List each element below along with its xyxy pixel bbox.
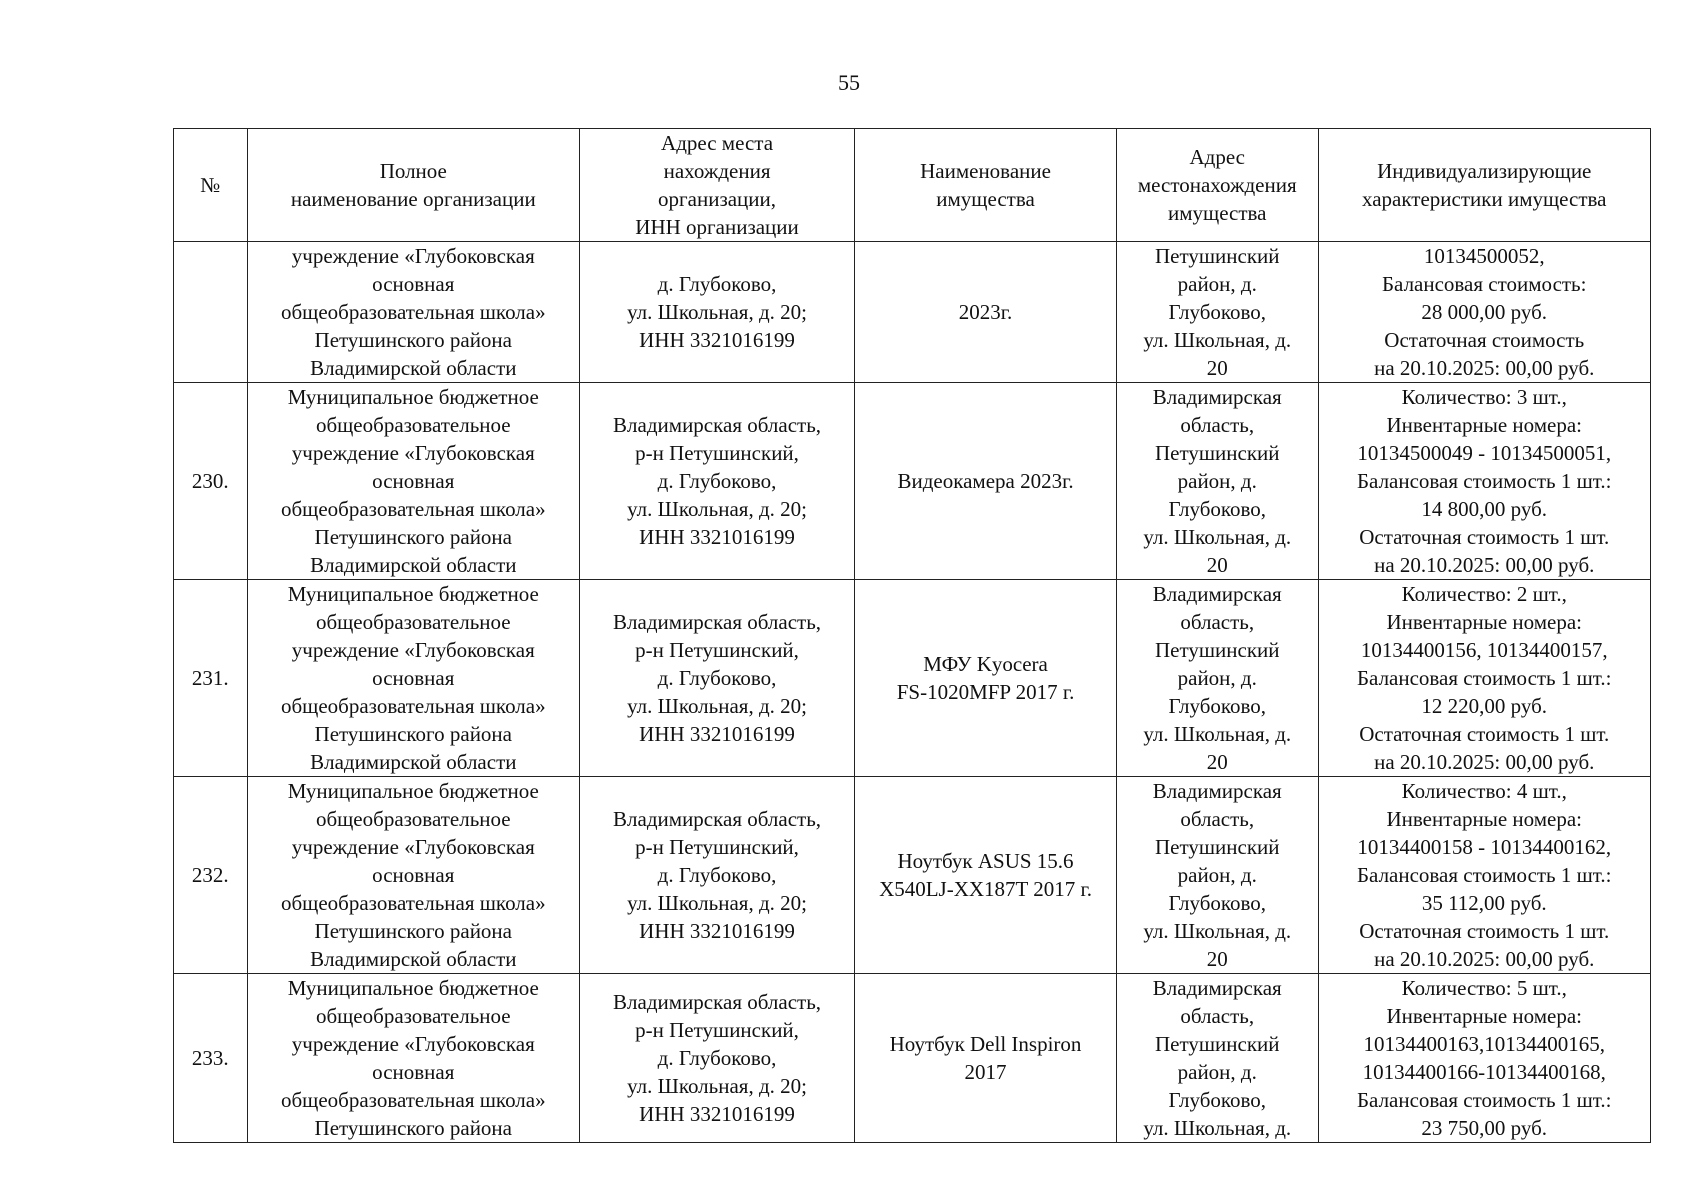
cell-organization-name: учреждение «Глубоковская основная общеобразовательная школа» Петушинского района Владимирской области — [247, 242, 579, 383]
cell-number: 231. — [174, 580, 248, 777]
cell-property-name: МФУ Kyocera FS-1020MFP 2017 г. — [855, 580, 1117, 777]
cell-organization-address: Владимирская область, р-н Петушинский, д. Глубоково, ул. Школьная, д. 20; ИНН 3321016199 — [580, 580, 855, 777]
header-property-characteristics: Индивидуализирующие характеристики имущества — [1318, 129, 1651, 242]
cell-property-characteristics: Количество: 5 шт., Инвентарные номера: 10134400163,10134400165, 10134400166-10134400168, Балансовая стоимость 1 шт.: 23 750,00 руб. — [1318, 974, 1651, 1143]
header-property-address: Адрес местонахождения имущества — [1117, 129, 1319, 242]
header-organization-name: Полное наименование организации — [247, 129, 579, 242]
cell-property-address: Владимирская область, Петушинский район, д. Глубоково, ул. Школьная, д. — [1117, 974, 1319, 1143]
cell-property-name: Ноутбук Dell Inspiron 2017 — [855, 974, 1117, 1143]
table-row — [174, 777, 1651, 974]
property-table — [173, 128, 1651, 1143]
table-row — [174, 974, 1651, 1143]
cell-organization-address: д. Глубоково, ул. Школьная, д. 20; ИНН 3321016199 — [580, 242, 855, 383]
cell-organization-address: Владимирская область, р-н Петушинский, д. Глубоково, ул. Школьная, д. 20; ИНН 3321016199 — [580, 777, 855, 974]
cell-number: 230. — [174, 383, 248, 580]
cell-property-characteristics: 10134500052, Балансовая стоимость: 28 000,00 руб. Остаточная стоимость на 20.10.2025: 00,00 руб. — [1318, 242, 1651, 383]
cell-property-characteristics: Количество: 4 шт., Инвентарные номера: 10134400158 - 10134400162, Балансовая стоимость 1 шт.: 35 112,00 руб. Остаточная стоимость 1 шт. на 20.10.2025: 00,00 руб. — [1318, 777, 1651, 974]
header-property-name: Наименование имущества — [855, 129, 1117, 242]
table-row — [174, 580, 1651, 777]
table-row — [174, 383, 1651, 580]
cell-property-name: Видеокамера 2023г. — [855, 383, 1117, 580]
header-organization-address: Адрес места нахождения организации, ИНН организации — [580, 129, 855, 242]
cell-organization-address: Владимирская область, р-н Петушинский, д. Глубоково, ул. Школьная, д. 20; ИНН 3321016199 — [580, 383, 855, 580]
table-row — [174, 242, 1651, 383]
page-number: 55 — [838, 70, 860, 95]
cell-property-characteristics: Количество: 2 шт., Инвентарные номера: 10134400156, 10134400157, Балансовая стоимость 1 шт.: 12 220,00 руб. Остаточная стоимость 1 шт. на 20.10.2025: 00,00 руб. — [1318, 580, 1651, 777]
cell-property-characteristics: Количество: 3 шт., Инвентарные номера: 10134500049 - 10134500051, Балансовая стоимость 1 шт.: 14 800,00 руб. Остаточная стоимость 1 шт. на 20.10.2025: 00,00 руб. — [1318, 383, 1651, 580]
cell-property-name: 2023г. — [855, 242, 1117, 383]
cell-property-address: Владимирская область, Петушинский район, д. Глубоково, ул. Школьная, д. 20 — [1117, 383, 1319, 580]
cell-property-address: Владимирская область, Петушинский район, д. Глубоково, ул. Школьная, д. 20 — [1117, 777, 1319, 974]
cell-organization-name: Муниципальное бюджетное общеобразовательное учреждение «Глубоковская основная общеобразовательная школа» Петушинского района Владимирской области — [247, 383, 579, 580]
cell-number: 233. — [174, 974, 248, 1143]
cell-property-name: Ноутбук ASUS 15.6 X540LJ-XX187T 2017 г. — [855, 777, 1117, 974]
cell-organization-name: Муниципальное бюджетное общеобразовательное учреждение «Глубоковская основная общеобразовательная школа» Петушинского района — [247, 974, 579, 1143]
cell-number — [174, 242, 248, 383]
header-number: № — [174, 129, 248, 242]
cell-organization-name: Муниципальное бюджетное общеобразовательное учреждение «Глубоковская основная общеобразовательная школа» Петушинского района Владимирской области — [247, 580, 579, 777]
cell-property-address: Владимирская область, Петушинский район, д. Глубоково, ул. Школьная, д. 20 — [1117, 580, 1319, 777]
cell-property-address: Петушинский район, д. Глубоково, ул. Школьная, д. 20 — [1117, 242, 1319, 383]
table-header-row — [174, 129, 1651, 242]
cell-number: 232. — [174, 777, 248, 974]
cell-organization-address: Владимирская область, р-н Петушинский, д. Глубоково, ул. Школьная, д. 20; ИНН 3321016199 — [580, 974, 855, 1143]
cell-organization-name: Муниципальное бюджетное общеобразовательное учреждение «Глубоковская основная общеобразовательная школа» Петушинского района Владимирской области — [247, 777, 579, 974]
